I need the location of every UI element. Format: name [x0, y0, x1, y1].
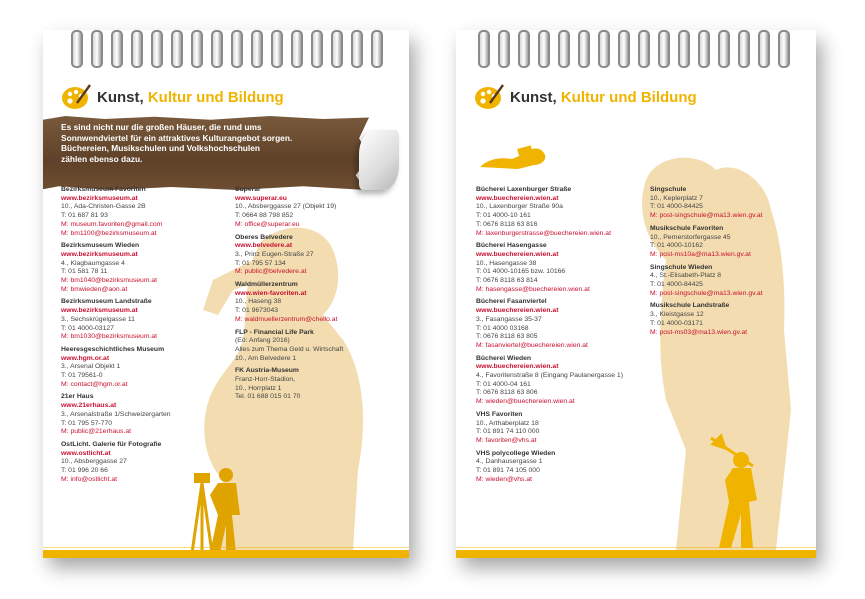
- entry-address: 3., Sechskrügelgasse 11: [61, 315, 135, 323]
- entry-name: Heeresgeschichtliches Museum: [61, 345, 165, 353]
- palette-icon: [61, 83, 91, 111]
- entry-detail: T: 0676 8118 63 806: [476, 389, 538, 397]
- entry-phone: Alles zum Thema Geld u. Wirtschaft: [235, 345, 344, 353]
- entry-address: 4., Danhausergasse 1: [476, 458, 543, 466]
- spiral-ring-icon: [758, 30, 770, 68]
- entry-address: 3., Arsenal Objekt 1: [61, 363, 121, 371]
- spiral-ring-icon: [231, 30, 243, 68]
- entry-name: FLP - Financial Life Park: [235, 328, 314, 336]
- entry-address: 4., St.-Elisabeth-Platz 8: [650, 272, 722, 280]
- left-column-2: [235, 186, 405, 406]
- spiral-ring-icon: [558, 30, 570, 68]
- entry-address: 10., Hasengasse 38: [476, 259, 537, 267]
- spiral-ring-icon: [478, 30, 490, 68]
- entry-phone: T: 01 79561-0: [61, 372, 103, 380]
- directory-entry: [235, 234, 405, 278]
- email-link[interactable]: M: public@21erhaus.at: [61, 428, 131, 436]
- palette-icon: [474, 83, 504, 111]
- entry-address: 10., Haseng 38: [235, 298, 282, 306]
- email-link[interactable]: M: wieden@buechereien.wien.at: [476, 398, 575, 406]
- directory-entry: [650, 186, 812, 221]
- spiral-ring-icon: [151, 30, 163, 68]
- left-column-1: [61, 186, 251, 489]
- directory-entry: [61, 242, 251, 294]
- trombone-player-silhouette-icon: [701, 430, 781, 550]
- banner-line: zählen ebenso dazu.: [61, 153, 143, 164]
- entry-name: OstLicht. Galerie für Fotografie: [61, 440, 162, 448]
- entry-phone: T: 01 4000-03127: [61, 324, 114, 332]
- entry-phone: T: 01 795 57 134: [235, 259, 286, 267]
- entry-name: Waldmüllerzentrum: [235, 281, 298, 289]
- footer-stripe: [43, 550, 409, 558]
- email-link[interactable]: M: wieden@vhs.at: [476, 475, 533, 483]
- entry-phone: T: 01 4000-10162: [650, 242, 703, 250]
- directory-entry: [476, 411, 656, 446]
- banner-line: Sonnwendviertel für ein attraktives Kulturangebot sorgen.: [61, 132, 293, 143]
- entry-name: Musikschule Landstraße: [650, 302, 730, 310]
- spiral-ring-icon: [738, 30, 750, 68]
- entry-address: 4., Klagbaumgasse 4: [61, 259, 125, 267]
- entry-phone: T: 01 4000-84425: [650, 281, 703, 289]
- entry-address: 3., Arsenalstraße 1/Schweizergarten: [61, 410, 171, 418]
- entry-detail: Tel. 01 688 015 01 70: [235, 393, 301, 401]
- website-link[interactable]: www.superar.eu: [235, 194, 287, 202]
- entry-name: Bücherei Wieden: [476, 354, 532, 362]
- email-link[interactable]: M: public@belvedere.at: [235, 268, 307, 276]
- email-link[interactable]: M: laxenburgerstrasse@buechereien.wien.at: [476, 229, 611, 237]
- website-link[interactable]: www.buechereien.wien.at: [476, 250, 559, 258]
- spiral-binding: [43, 30, 409, 70]
- email-link[interactable]: M: post-ms10a@ma13.wien.gv.at: [650, 250, 751, 258]
- spiral-ring-icon: [698, 30, 710, 68]
- entry-address: 10., Keplerplatz 7: [650, 194, 703, 202]
- entry-address: 4., Favoritenstraße 8 (Eingang Paulanergasse 1): [476, 372, 623, 380]
- spiral-ring-icon: [111, 30, 123, 68]
- entry-name: Musikschule Favoriten: [650, 224, 724, 232]
- entry-address: 10., Laxenburger Straße 90a: [476, 203, 563, 211]
- spiral-ring-icon: [678, 30, 690, 68]
- email-link[interactable]: M: bm1040@bezirksmuseum.at: [61, 277, 158, 285]
- directory-entry: [235, 329, 405, 364]
- entry-address: 3., Fasangasse 35-37: [476, 315, 542, 323]
- spiral-ring-icon: [578, 30, 590, 68]
- spiral-ring-icon: [658, 30, 670, 68]
- directory-entry: [61, 298, 251, 342]
- entry-phone: T: 0664 88 798 852: [235, 212, 294, 220]
- spiral-ring-icon: [291, 30, 303, 68]
- spiral-ring-icon: [498, 30, 510, 68]
- entry-name: Bücherei Hasengasse: [476, 242, 547, 250]
- page-title: Kunst, Kultur und Bildung: [510, 88, 697, 106]
- entry-phone: T: 01 891 74 110 000: [476, 428, 540, 436]
- spiral-ring-icon: [311, 30, 323, 68]
- directory-entry: [61, 441, 251, 485]
- directory-entry: [650, 302, 812, 337]
- entry-address: 3., Kleistgasse 12: [650, 311, 704, 319]
- entry-detail: T: 0676 8118 63 805: [476, 333, 538, 341]
- footer-line: [456, 547, 816, 548]
- email-link[interactable]: M: post-singschule@ma13.wien.gv.at: [650, 212, 763, 220]
- spiral-ring-icon: [131, 30, 143, 68]
- right-column-2: [650, 186, 812, 341]
- website-link[interactable]: www.bezirksmuseum.at: [61, 307, 138, 315]
- entry-detail: T: 0676 8118 63 816: [476, 220, 538, 228]
- spiral-ring-icon: [598, 30, 610, 68]
- directory-entry: [61, 393, 251, 437]
- entry-detail: 10., Am Belvedere 1: [235, 354, 297, 362]
- entry-name: Singschule: [650, 186, 687, 193]
- entry-phone: T: 01 996 20 66: [61, 467, 108, 475]
- spiral-ring-icon: [718, 30, 730, 68]
- entry-phone: T: 01 4000-04 161: [476, 380, 531, 388]
- left-notebook-page: [43, 30, 409, 558]
- entry-name: Oberes Belvedere: [235, 233, 293, 241]
- entry-name: Bezirksmuseum Wieden: [61, 242, 140, 250]
- spiral-ring-icon: [211, 30, 223, 68]
- spiral-binding: [456, 30, 816, 70]
- spiral-ring-icon: [371, 30, 383, 68]
- spiral-ring-icon: [538, 30, 550, 68]
- entry-phone: T: 01 4000-03171: [650, 319, 703, 327]
- directory-entry: [650, 225, 812, 260]
- reading-child-silhouette-icon: [478, 143, 548, 171]
- entry-name: VHS polycollege Wieden: [476, 449, 556, 457]
- entry-address: Franz-Horr-Stadion,: [235, 376, 296, 384]
- directory-entry: [476, 186, 656, 238]
- paper-curl: [359, 130, 399, 190]
- entry-phone: T: 01 4000 03168: [476, 324, 529, 332]
- email-link[interactable]: M: info@ostlicht.at: [61, 475, 118, 483]
- entry-phone: T: 01 4000-10 161: [476, 212, 531, 220]
- entry-address: (Eö: Anfang 2016): [235, 337, 290, 345]
- spiral-ring-icon: [518, 30, 530, 68]
- email-link[interactable]: M: hasengasse@buechereien.wien.at: [476, 285, 590, 293]
- footer-stripe: [456, 550, 816, 558]
- email-link[interactable]: M: post-singschule@ma13.wien.gv.at: [650, 289, 763, 297]
- spiral-ring-icon: [171, 30, 183, 68]
- page-header: [474, 80, 697, 114]
- website-link[interactable]: www.21erhaus.at: [61, 402, 117, 410]
- entry-name: FK Austria-Museum: [235, 367, 299, 375]
- website-link[interactable]: www.bezirksmuseum.at: [61, 250, 138, 258]
- entry-name: Superar: [235, 186, 261, 193]
- spiral-ring-icon: [638, 30, 650, 68]
- email-link[interactable]: M: bm1030@bezirksmuseum.at: [61, 333, 158, 341]
- entry-name: VHS Favoriten: [476, 410, 523, 418]
- spiral-ring-icon: [191, 30, 203, 68]
- directory-entry: [61, 346, 251, 390]
- email-link[interactable]: M: fasanviertel@buechereien.wien.at: [476, 341, 588, 349]
- email-link[interactable]: M: museum.favoriten@gmail.com: [61, 220, 163, 228]
- entry-address: 3., Prinz Eugen-Straße 27: [235, 250, 314, 258]
- spiral-ring-icon: [618, 30, 630, 68]
- spiral-ring-icon: [331, 30, 343, 68]
- entry-address: 10., Pernerstorfergasse 45: [650, 233, 731, 241]
- website-link[interactable]: www.buechereien.wien.at: [476, 307, 559, 315]
- right-notebook-page: [456, 30, 816, 558]
- right-column-1: [476, 186, 656, 489]
- entry-address: 10., Ada-Christen-Gasse 2B: [61, 203, 146, 211]
- website-link[interactable]: www.buechereien.wien.at: [476, 194, 559, 202]
- entry-address: 10., Absberggasse 27 (Objekt 19): [235, 203, 337, 211]
- website-link[interactable]: www.belvedere.at: [235, 242, 293, 250]
- directory-entry: [235, 367, 405, 402]
- directory-entry: [235, 281, 405, 325]
- directory-entry: [61, 186, 251, 238]
- website-link[interactable]: www.buechereien.wien.at: [476, 363, 559, 371]
- page-header: [61, 80, 284, 114]
- entry-phone: T: 01 891 74 105 000: [476, 467, 540, 475]
- entry-detail: T: 0676 8118 63 814: [476, 277, 538, 285]
- entry-address: 10., Arthaberplatz 18: [476, 419, 539, 427]
- entry-name: 21er Haus: [61, 393, 94, 401]
- entry-phone: T: 01 9673043: [235, 307, 279, 315]
- entry-phone: T: 01 4000-10165 bzw. 10166: [476, 268, 566, 276]
- spiral-ring-icon: [251, 30, 263, 68]
- directory-entry: [476, 242, 656, 294]
- spiral-ring-icon: [351, 30, 363, 68]
- entry-name: Bücherei Laxenburger Straße: [476, 186, 572, 193]
- email-link[interactable]: M: bm1100@bezirksmuseum.at: [61, 229, 157, 237]
- website-link[interactable]: www.wien-favoriten.at: [235, 289, 307, 297]
- directory-entry: [476, 298, 656, 350]
- directory-entry: [650, 264, 812, 299]
- entry-phone: T: 01 581 78 11: [61, 268, 108, 276]
- website-link[interactable]: www.ostlicht.at: [61, 449, 111, 457]
- email-link[interactable]: M: post-ms03@ma13.wien.gv.at: [650, 328, 748, 336]
- banner-text: [61, 122, 361, 164]
- entry-phone: T: 01 4000-84425: [650, 203, 703, 211]
- directory-entry: [235, 186, 405, 230]
- spiral-ring-icon: [778, 30, 790, 68]
- website-link[interactable]: www.bezirksmuseum.at: [61, 194, 138, 202]
- entry-name: Bücherei Fasanviertel: [476, 298, 547, 306]
- email-link[interactable]: M: favoriten@vhs.at: [476, 436, 537, 444]
- entry-phone: T: 01 687 81 93: [61, 212, 108, 220]
- entry-name: Bezirksmuseum Favoriten: [61, 186, 146, 193]
- banner-line: Büchereien, Musikschulen und Volkshochschulen: [61, 143, 261, 154]
- page-title: Kunst, Kultur und Bildung: [97, 88, 284, 106]
- directory-entry: [476, 355, 656, 407]
- entry-phone: 10., Horrplatz 1: [235, 384, 282, 392]
- directory-entry: [476, 450, 656, 485]
- entry-name: Singschule Wieden: [650, 263, 713, 271]
- banner-line: Es sind nicht nur die großen Häuser, die rund ums: [61, 122, 262, 132]
- spiral-ring-icon: [91, 30, 103, 68]
- email-link[interactable]: M: waldmuellerzentrum@chello.at: [235, 315, 338, 323]
- entry-name: Bezirksmuseum Landstraße: [61, 298, 152, 306]
- email-link[interactable]: M: office@superar.eu: [235, 220, 300, 228]
- email-link[interactable]: M: contact@hgm.or.at: [61, 380, 128, 388]
- spiral-ring-icon: [271, 30, 283, 68]
- entry-phone: T: 01 795 57-770: [61, 419, 113, 427]
- footer-line: [43, 547, 409, 548]
- entry-address: 10., Absberggasse 27: [61, 458, 127, 466]
- website-link[interactable]: www.hgm.or.at: [61, 354, 110, 362]
- email-link[interactable]: M: bmwieden@aon.at: [61, 285, 128, 293]
- spiral-ring-icon: [71, 30, 83, 68]
